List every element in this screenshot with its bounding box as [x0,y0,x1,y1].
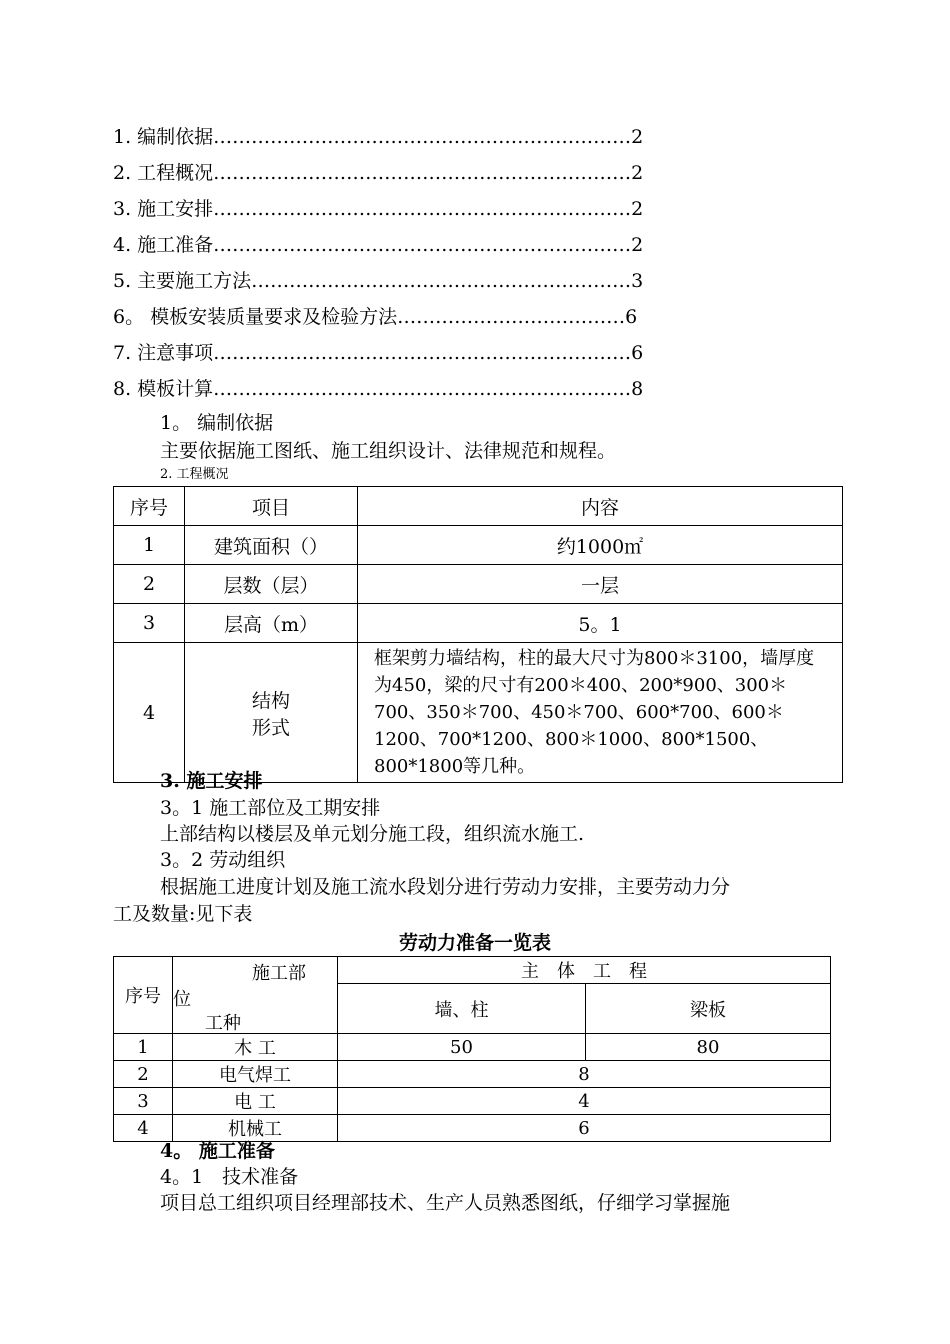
cell-content: 约1000㎡ [358,526,843,565]
cell-wall: 50 [338,1034,586,1061]
header-beam: 梁板 [586,984,831,1034]
toc-item[interactable]: 6。 模板安装质量要求及检验方法………………………………6 [113,306,638,328]
cell-no: 2 [114,565,185,604]
labor-table-title: 劳动力准备一览表 [398,932,551,954]
cell-no: 1 [114,1034,173,1061]
cell-content: 5。1 [358,604,843,643]
section-3-2-body: 根据施工进度计划及施工流水段划分进行劳动力安排，主要劳动力分 [160,876,731,898]
table-row [114,1088,831,1115]
cell-no: 3 [114,604,185,643]
section-3-2-body-cont: 工及数量:见下表 [113,903,253,925]
diag-bottom-label: 工种 [205,1013,241,1034]
header-cell: 序号 [114,487,185,526]
toc-item[interactable]: 3. 施工安排…………………………………………………………2 [113,198,644,220]
section-1-body: 主要依据施工图纸、施工组织设计、法律规范和规程。 [160,440,617,462]
cell-item: 层高（m） [185,604,358,643]
cell-merged: 6 [338,1115,831,1142]
toc-item[interactable]: 4. 施工准备…………………………………………………………2 [113,234,644,256]
cell-type: 木 工 [173,1034,338,1061]
header-diagonal [173,957,338,1034]
cell-no: 4 [114,643,185,783]
section-4-1-heading: 4。1 技术准备 [160,1166,299,1188]
cell-item: 层数（层） [185,565,358,604]
toc-item[interactable]: 1. 编制依据…………………………………………………………2 [113,126,644,148]
cell-content: 框架剪力墙结构，柱的最大尺寸为800＊3100，墙厚度为450，梁的尺寸有200＊400、200*900、300＊700、350＊700、450＊700、600*700、600＊1200、700*1200、800＊1000、800*1500、800*1800等几种。 [358,643,843,783]
section-3-1-heading: 3。1 施工部位及工期安排 [160,797,381,819]
cell-item [185,643,358,783]
diag-top-label: 施工部 [252,963,306,984]
section-1-heading: 1。 编制依据 [160,412,274,434]
cell-item: 建筑面积（） [185,526,358,565]
cell-no: 3 [114,1088,173,1115]
toc-item[interactable]: 5. 主要施工方法……………………………………………………3 [113,270,644,292]
header-wall: 墙、柱 [338,984,586,1034]
section-3-2-heading: 3。2 劳动组织 [160,849,286,871]
cell-item-line: 结构 [251,689,290,712]
table-header-row [114,487,843,526]
cell-merged: 4 [338,1088,831,1115]
cell-no: 1 [114,526,185,565]
header-cell: 项目 [185,487,358,526]
table-row [114,1034,831,1061]
table-row [114,1061,831,1088]
project-overview-table [113,486,843,783]
cell-beam: 80 [586,1034,831,1061]
toc-item[interactable]: 8. 模板计算…………………………………………………………8 [113,378,644,400]
section-4-heading: 4。 施工准备 [160,1140,275,1162]
section-3-heading: 3. 施工安排 [160,770,263,792]
cell-content: 一层 [358,565,843,604]
cell-no: 4 [114,1115,173,1142]
section-3-1-body: 上部结构以楼层及单元划分施工段，组织流水施工. [160,823,585,845]
cell-no: 2 [114,1061,173,1088]
cell-type: 机械工 [173,1115,338,1142]
table-row [114,643,843,783]
toc-item[interactable]: 2. 工程概况…………………………………………………………2 [113,162,644,184]
cell-item-line: 形式 [251,716,290,739]
diag-mid-label: 位 [173,989,191,1010]
section-2-heading: 2. 工程概况 [160,467,229,482]
cell-merged: 8 [338,1061,831,1088]
table-row [114,604,843,643]
toc-item[interactable]: 7. 注意事项…………………………………………………………6 [113,342,644,364]
cell-type: 电 工 [173,1088,338,1115]
header-main: 主 体 工 程 [338,957,831,984]
table-header-row [114,957,831,984]
header-cell: 内容 [358,487,843,526]
table-row [114,526,843,565]
table-row [114,565,843,604]
header-no: 序号 [114,957,173,1034]
section-4-1-body: 项目总工组织项目经理部技术、生产人员熟悉图纸，仔细学习掌握施 [160,1192,731,1214]
labor-table [113,956,831,1142]
cell-type: 电气焊工 [173,1061,338,1088]
